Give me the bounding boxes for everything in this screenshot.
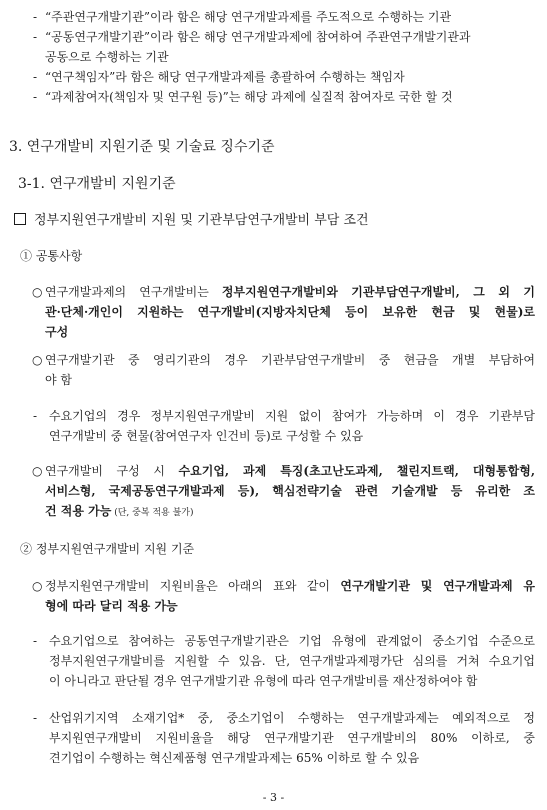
group1-item4-text: 연구개발비 구성 시 수요기업, 과제 특징(초고난도과제, 챌린지트랙, 대형통합형, 서비스형, 국제공동연구개발과제 등), 핵심전략기술 관련 기술개발 등 유리한 조 건 적용 가능 (단, 중복 적용 불가) [45, 464, 535, 518]
group2-heading: ② 정부지원연구개발비 지원 기준 [20, 542, 195, 556]
definition-item-participants: - “과제참여자(책임자 및 연구원 등)”는 해당 과제에 실질적 참여자로 국한 할 것 [33, 90, 453, 104]
group1-item2-text: 연구개발기관 중 영리기관의 경우 기관부담연구개발비 중 현금을 개별 부담하여 야 함 [45, 353, 535, 387]
group1-heading: ① 공통사항 [20, 249, 83, 263]
square-bullet-icon [14, 213, 26, 225]
group2-item1-text: 정부지원연구개발비 지원비율은 아래의 표와 같이 연구개발기관 및 연구개발과제 유 형에 따라 달리 적용 가능 [45, 579, 535, 613]
group2-item1-marker: ○ [32, 579, 43, 593]
group2-item3-text: 산업위기지역 소재기업* 중, 중소기업이 수행하는 연구개발과제는 예외적으로 정 부지원연구개발비 지원비율을 해당 연구개발기관 연구개발비의 80% 이하로, 중 견기업이 수행하는 혁신제품형 연구개발과제는 65% 이하로 할 수 있음 [49, 711, 535, 765]
group1-item3-text: 수요기업의 경우 정부지원연구개발비 지원 없이 참여가 가능하며 이 경우 기관부담 연구개발비 중 현물(참여연구자 인건비 등)로 구성할 수 있음 [49, 409, 535, 443]
definition-item-joint-institution: - “공동연구개발기관”이라 함은 해당 연구개발과제에 참여하여 주관연구개발기관과 [33, 30, 471, 44]
definition-item-principal-investigator: - “연구책임자”라 함은 해당 연구개발과제를 총괄하여 수행하는 책임자 [33, 70, 405, 84]
group2-item2-marker: - [33, 634, 38, 648]
page-number: - 3 - [262, 791, 285, 804]
group1-item1-text: 연구개발과제의 연구개발비는 정부지원연구개발비와 기관부담연구개발비, 그 외 기 관·단체·개인이 지원하는 연구개발비(지방자치단체 등이 보유한 현금 및 현물)로 구성 [45, 285, 535, 339]
section-title: 3. 연구개발비 지원기준 및 기술료 징수기준 [9, 139, 275, 155]
definition-item-joint-institution-cont: 공동으로 수행하는 기관 [45, 50, 169, 64]
group2-item2-text: 수요기업으로 참여하는 공동연구개발기관은 기업 유형에 관계없이 중소기업 수준으로 정부지원연구개발비를 지원할 수 있음. 단, 연구개발과제평가단 심의를 거쳐 수요기업 이 아니라고 판단될 경우 연구개발기관 유형에 따라 연구개발비를 재산정하여야 함 [49, 634, 535, 688]
group1-item2-marker: ○ [32, 353, 43, 367]
subsection-title: 3-1. 연구개발비 지원기준 [18, 176, 176, 192]
group1-item3-marker: - [33, 409, 38, 423]
definition-item-lead-institution: - “주관연구개발기관”이라 함은 해당 연구개발과제를 주도적으로 수행하는 기관 [33, 10, 452, 24]
group2-item3-marker: - [33, 711, 38, 725]
group1-item4-marker: ○ [32, 464, 43, 478]
group1-item1-marker: ○ [32, 285, 43, 299]
box-heading: 정부지원연구개발비 지원 및 기관부담연구개발비 부담 조건 [14, 212, 369, 230]
